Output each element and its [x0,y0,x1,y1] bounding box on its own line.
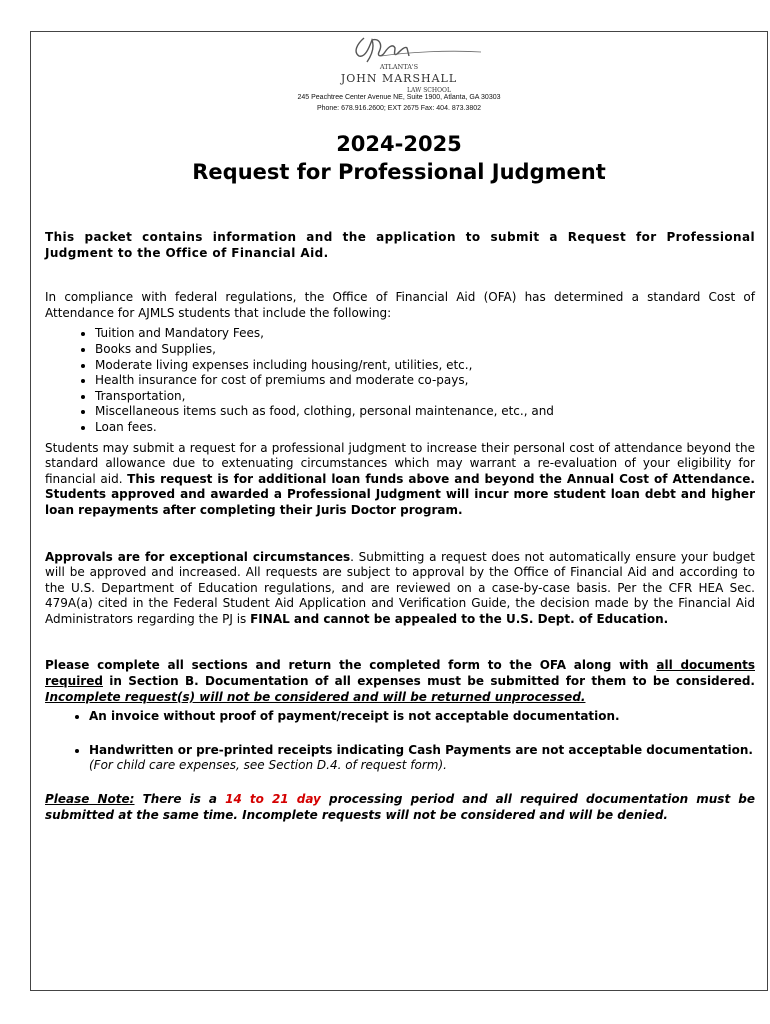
logo-name-text: JOHN MARSHALL [340,72,458,85]
list-item: • Miscellaneous items such as food, clothing, personal maintenance, etc., and [95,404,755,420]
students-text: Students may submit a request for a professional judgment to increase their personal cost of attendance beyond the standard allowance due to extenuating circumstances which may warrant a re-evaluation of your eligibility for financial aid. [45,440,755,486]
school-phone: Phone: 678.916.2600; EXT 2675 Fax: 404. 873.3802 [316,105,482,112]
complete-text-1: Please complete all sections and return the completed form to the OFA along with [45,658,657,673]
doc-rule-note: (For child care expenses, see Section D.4. of request form). [89,758,447,773]
students-paragraph [45,441,755,519]
please-note-label: Please Note: [45,792,135,807]
logo-sub-text: LAW SCHOOL [407,87,451,94]
list-item: • Health insurance for cost of premiums and moderate co-pays, [95,373,755,389]
complete-paragraph [45,658,755,705]
list-item: • Tuition and Mandatory Fees, [95,326,755,342]
form-year: 2024-2025 [336,132,462,156]
note-text-2: processing period and all required documentation must be submitted at the same time. Incomplete requests will not be considered and will be denied. [45,792,755,822]
complete-text-2: in Section B. Documentation of all expenses must be submitted for them to be considered. [102,674,755,689]
list-item [89,709,755,725]
compliance-paragraph: In compliance with federal regulations, the Office of Financial Aid (OFA) has determined a standard Cost of Attendance for AJMLS students that include the following: [45,290,755,320]
document-body [45,230,755,823]
processing-period: 14 to 21 day [225,792,321,807]
approvals-paragraph [45,550,755,628]
school-address: 245 Peachtree Center Avenue NE, Suite 1900, Atlanta, GA 30303 [297,94,501,101]
jm-monogram-icon [309,34,489,96]
please-note-paragraph [45,792,755,823]
list-item: • Loan fees. [95,420,755,436]
approvals-lead: Approvals are for exceptional circumstances [45,549,351,564]
approvals-final: FINAL and cannot be appealed to the U.S. Dept. of Education. [250,611,669,626]
doc-rule-text: An invoice without proof of payment/receipt is not acceptable documentation. [89,709,620,724]
cost-of-attendance-list [45,326,755,435]
school-logo [31,34,767,96]
incomplete-warning: Incomplete request(s) will not be considered and will be returned unprocessed. [45,689,586,704]
list-item: • Books and Supplies, [95,342,755,358]
intro-paragraph: This packet contains information and the application to submit a Request for Professional Judgment to the Office of Financial Aid. [45,230,755,260]
document-page [30,31,768,991]
logo-small-text: ATLANTA'S [379,63,419,71]
list-item: • Transportation, [95,389,755,405]
students-bold-text: This request is for additional loan funds above and beyond the Annual Cost of Attendance. Students approved and awarded a Professional Judgment will incur more student loan debt and higher loan repayments after completing their Juris Doctor program. [45,471,755,517]
doc-rule-text: Handwritten or pre-printed receipts indicating Cash Payments are not acceptable documentation. [89,742,753,757]
form-title: Request for Professional Judgment [192,160,606,184]
note-text-1: There is a [134,792,226,807]
documentation-list [45,709,755,774]
list-item [89,743,755,774]
all-documents-required: all documents required [45,658,755,689]
approvals-text: . Submitting a request does not automatically ensure your budget will be approved and increased. All requests are subject to approval by the Office of Financial Aid and according to the U.S. Department of Education regulations, and are reviewed on a case-by-case basis. Per the CFR HEA Sec. 479A(a) cited in the Federal Student Aid Application and Verification Guide, the decision made by the Financial Aid Administrators regarding the PJ is [45,549,755,626]
list-item: • Moderate living expenses including housing/rent, utilities, etc., [95,358,755,374]
